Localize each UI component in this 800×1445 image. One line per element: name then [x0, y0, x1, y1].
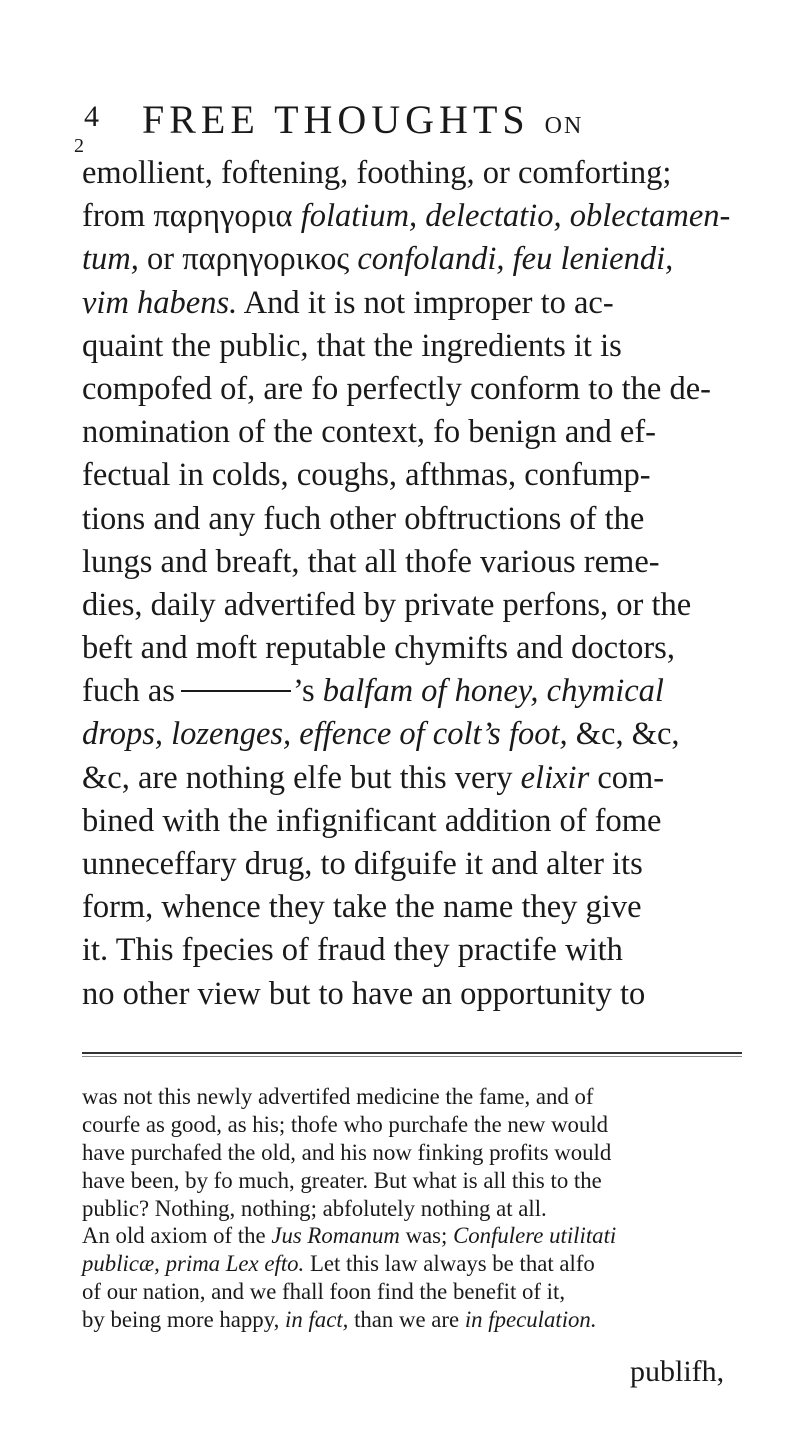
footnote-line: publicæ, prima Lex efto. Let this law always be that alfo — [82, 1251, 595, 1277]
signature-mark: 2 — [74, 135, 84, 157]
footnote-line: was not this newly advertifed medicine the fame, and of — [82, 1084, 594, 1109]
catchword: publifh, — [630, 1355, 725, 1388]
footnote-line: An old axiom of the Jus Romanum was; Confulere utilitati — [82, 1223, 617, 1249]
text-line: nomination of the context, fo benign and ef- — [82, 414, 657, 451]
footnote-rule-thin — [82, 1056, 742, 1057]
text-line: bined with the infignificant addition of fome — [82, 802, 662, 839]
text-line: unneceffary drug, to difguife it and alter its — [82, 846, 643, 882]
footnote-line: courfe as good, as his; thofe who purchafe the new would — [82, 1111, 609, 1137]
running-title-end: ON — [544, 113, 584, 139]
main-text — [82, 152, 782, 1016]
footnote-line: of our nation, and we fhall foon find the benefit of it, — [82, 1279, 566, 1305]
text-line: dies, daily advertifed by private perfons, or the — [82, 586, 692, 623]
name-blank-dash — [181, 690, 291, 692]
page-number: 4 — [84, 100, 99, 133]
text-line: compofed of, are fo perfectly conform to the de- — [82, 370, 711, 407]
footnote-line: have been, by fo much, greater. But what is all this to the — [82, 1167, 602, 1193]
text-line: no other view but to have an opportunity to — [82, 975, 646, 1012]
running-title: FREE THOUGHTS — [142, 97, 530, 142]
text-line: fectual in colds, coughs, afthmas, confump- — [82, 457, 651, 494]
footnote-line: have purchafed the old, and his now finking profits would — [82, 1139, 612, 1165]
text-line: &c, are nothing elfe but this very elixir com- — [82, 759, 665, 796]
text-line: lungs and breaft, that all thofe various reme- — [82, 543, 660, 580]
footnote-line: public? Nothing, nothing; abfolutely nothing at all. — [82, 1195, 547, 1221]
text-line: drops, lozenges, effence of colt’s foot, &c, &c, — [82, 716, 680, 753]
text-line: from παρηγορια folatium, delectatio, oblectamen- — [82, 198, 731, 235]
text-line: quaint the public, that the ingredients it is — [82, 327, 622, 364]
text-line: tions and any fuch other obftructions of the — [82, 500, 645, 537]
footnote — [82, 1083, 762, 1334]
text-line: emollient, foftening, foothing, or comforting; — [82, 155, 672, 191]
text-line: beft and moft reputable chymifts and doctors, — [82, 630, 675, 667]
running-head — [142, 96, 583, 143]
text-line: form, whence they take the name they give — [82, 889, 642, 926]
footnote-line: by being more happy, in fact, than we are in fpeculation. — [82, 1307, 597, 1333]
text-line: vim habens. And it is not improper to ac- — [82, 284, 614, 321]
text-line: fuch as ’s balfam of honey, chymical — [82, 673, 664, 710]
text-line: tum, or παρηγορικος confolandi, feu leniendi, — [82, 241, 674, 278]
footnote-rule — [82, 1052, 742, 1054]
text-line: it. This fpecies of fraud they practife with — [82, 932, 623, 969]
